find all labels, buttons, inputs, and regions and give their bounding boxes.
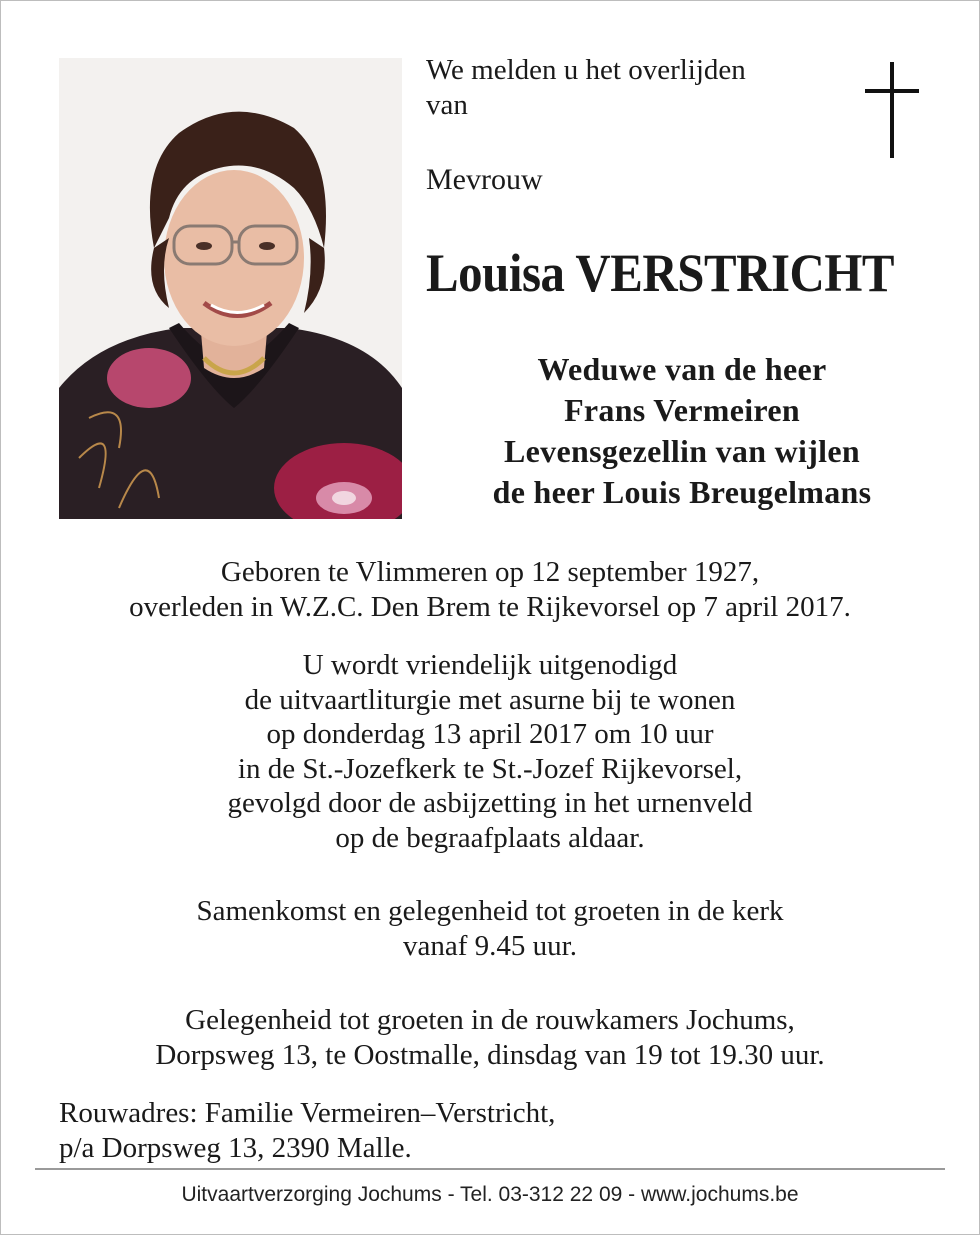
relation-line: Frans Vermeiren xyxy=(564,392,800,428)
birth-line: Geboren te Vlimmeren op 12 september 1927, xyxy=(220,556,760,588)
announcement-line: We melden u het overlijden xyxy=(426,54,746,86)
condolence-line: Gelegenheid tot groeten in de rouwkamers Jochums, xyxy=(185,1004,795,1036)
deceased-name: Louisa VERSTRICHT xyxy=(426,243,895,303)
condolence-block xyxy=(0,1003,980,1072)
portrait-photo xyxy=(59,58,402,519)
relation-line: de heer Louis Breugelmans xyxy=(492,474,872,510)
announcement-line: van xyxy=(426,89,468,121)
gathering-line: Samenkomst en gelegenheid tot groeten in de kerk xyxy=(196,895,784,927)
relations-block xyxy=(420,349,944,513)
footer-divider xyxy=(35,1168,945,1170)
invitation-line: gevolgd door de asbijzetting in het urnenveld xyxy=(227,787,753,819)
invitation-block xyxy=(0,648,980,855)
announcement-text xyxy=(426,53,846,123)
funeral-home-footer: Uitvaartverzorging Jochums - Tel. 03-312 22 09 - www.jochums.be xyxy=(181,1183,799,1206)
condolence-line: Dorpsweg 13, te Oostmalle, dinsdag van 19 tot 19.30 uur. xyxy=(155,1038,825,1071)
relation-line: Weduwe van de heer xyxy=(537,351,827,387)
invitation-line: in de St.-Jozefkerk te St.-Jozef Rijkevorsel, xyxy=(237,752,743,785)
cross-icon xyxy=(862,62,922,158)
mourning-address xyxy=(59,1096,555,1166)
invitation-line: op donderdag 13 april 2017 om 10 uur xyxy=(266,718,714,750)
invitation-line: U wordt vriendelijk uitgenodigd xyxy=(302,649,678,681)
gathering-line: vanaf 9.45 uur. xyxy=(403,929,577,962)
address-line: Rouwadres: Familie Vermeiren–Verstricht, xyxy=(59,1097,556,1129)
salutation: Mevrouw xyxy=(426,163,543,196)
gathering-block xyxy=(0,894,980,963)
invitation-line: op de begraafplaats aldaar. xyxy=(335,821,645,854)
portrait-illustration xyxy=(59,58,402,519)
birth-death-block xyxy=(0,555,980,624)
invitation-line: de uitvaartliturgie met asurne bij te wonen xyxy=(244,683,736,716)
death-line: overleden in W.Z.C. Den Brem te Rijkevorsel op 7 april 2017. xyxy=(129,590,851,623)
relation-line: Levensgezellin van wijlen xyxy=(504,433,860,469)
address-line: p/a Dorpsweg 13, 2390 Malle. xyxy=(59,1132,412,1164)
